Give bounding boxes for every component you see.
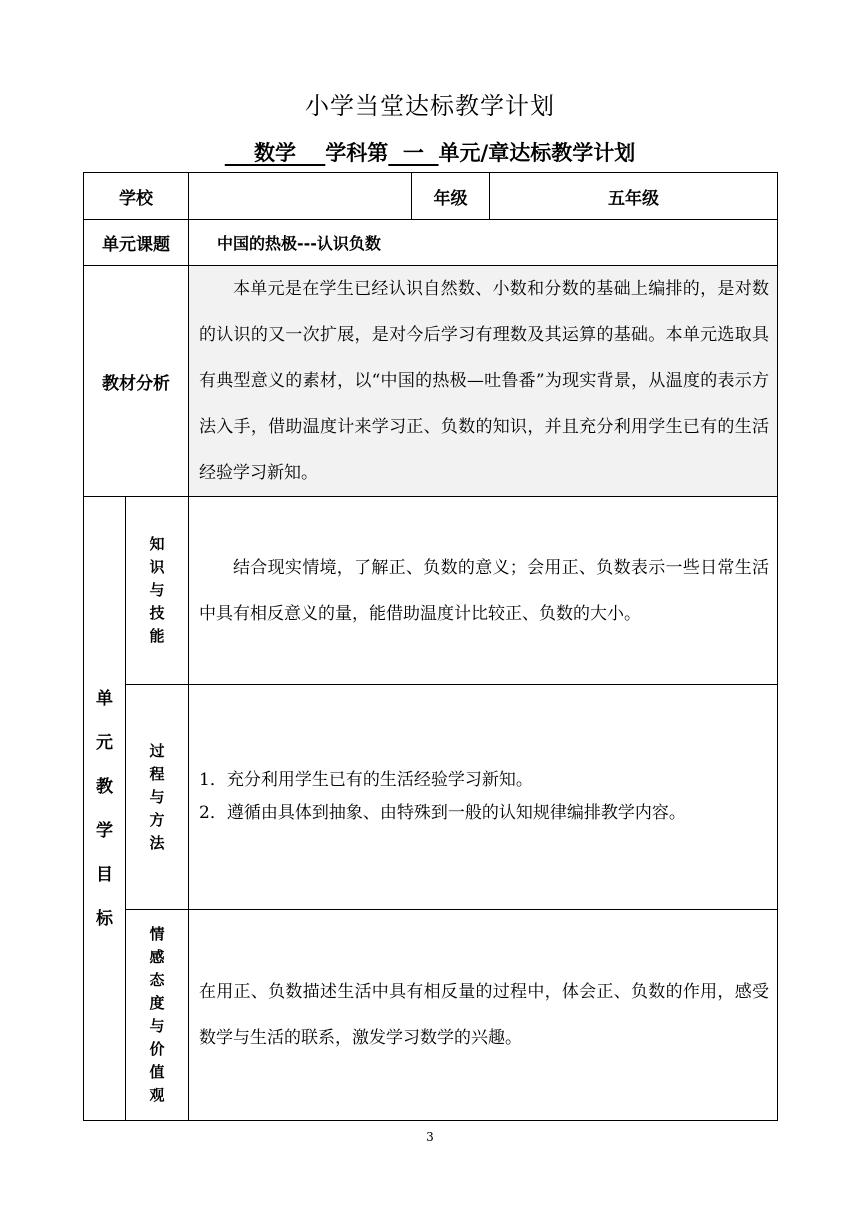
analysis-text: 本单元是在学生已经认识自然数、小数和分数的基础上编排的，是对数的认识的又一次扩展，是对今后学习有理数及其运算的基础。本单元选取具有典型意义的素材，以“中国的热极—吐鲁番”为现实背景，从温度的表示方法入手，借助温度计来学习正、负数的知识，并且充分利用学生已有的生活经验学习新知。 [189,266,778,497]
school-row [84,173,778,220]
process-list [189,685,778,910]
subtitle-text-2: 单元/章达标教学计划 [438,141,636,165]
grade-label: 年级 [412,173,490,220]
plan-table [83,172,778,1121]
page-number: 3 [426,1130,434,1144]
topic-label: 单元课题 [84,220,189,266]
subtitle-text-1: 学科第 [325,141,389,165]
emotion-label: 情 感 态 度 与 价 值 观 [126,910,189,1121]
analysis-label: 教材分析 [84,266,189,497]
topic-row [84,220,778,266]
process-row [84,685,778,910]
process-label: 过 程 与 方 法 [126,685,189,910]
page-title: 小学当堂达标教学计划 [305,92,555,120]
school-value [189,173,412,220]
topic-value: 中国的热极---认识负数 [189,220,778,266]
knowledge-row [84,497,778,685]
emotion-row [84,910,778,1121]
knowledge-label: 知 识 与 技 能 [126,497,189,685]
unit-field: 一 [388,141,439,165]
emotion-text: 在用正、负数描述生活中具有相反量的过程中，体会正、负数的作用，感受数学与生活的联系，激发学习数学的兴趣。 [189,910,778,1121]
page-subtitle [0,137,860,167]
grade-value: 五年级 [490,173,778,220]
subject-field: 数学 [224,141,326,165]
knowledge-text: 结合现实情境，了解正、负数的意义；会用正、负数表示一些日常生活中具有相反意义的量，能借助温度计比较正、负数的大小。 [189,497,778,685]
school-label: 学校 [84,173,189,220]
goals-label: 单 元 教 学 目 标 [84,497,126,1121]
process-item: 2．遵循由具体到抽象、由特殊到一般的认知规律编排教学内容。 [199,803,686,823]
process-item: 1．充分利用学生已有的生活经验学习新知。 [199,770,533,790]
analysis-row [84,266,778,497]
